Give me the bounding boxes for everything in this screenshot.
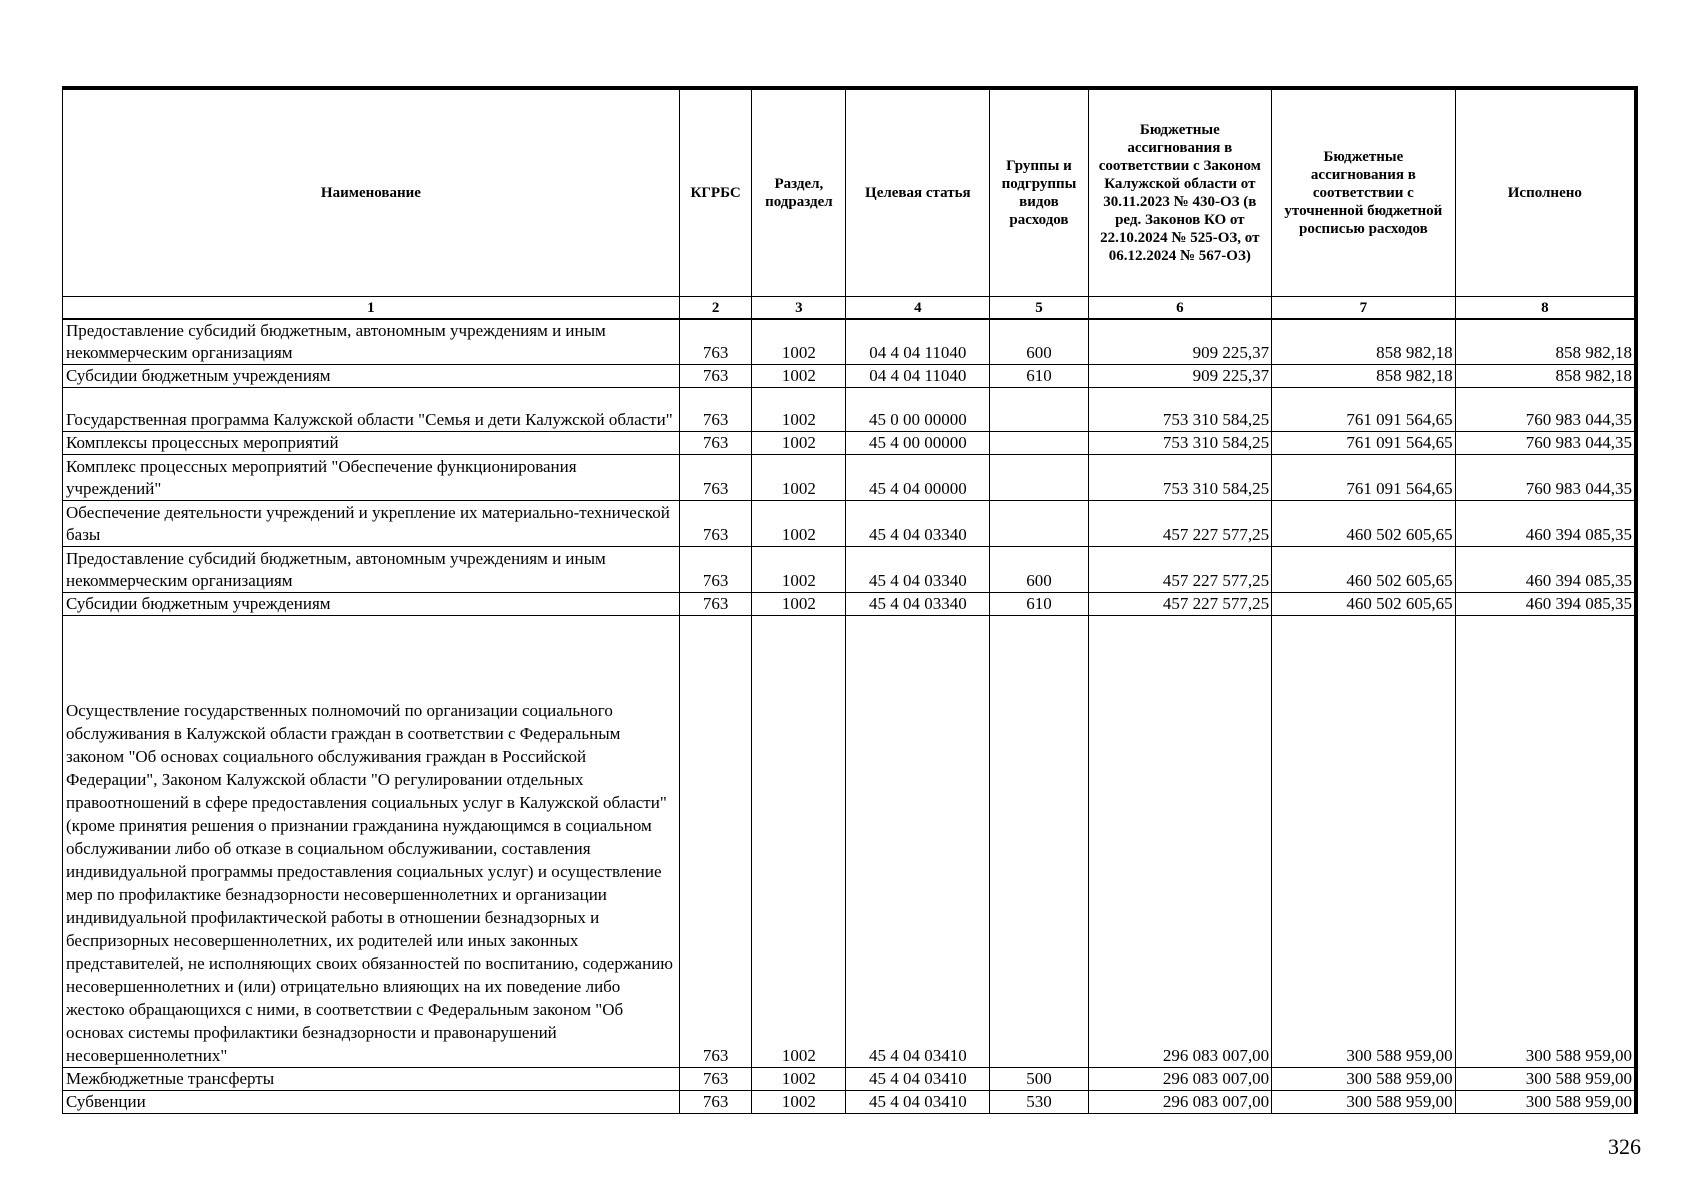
row-done-amount: 760 983 044,35 (1455, 432, 1634, 455)
budget-execution-table (62, 89, 1635, 1114)
row-name: Предоставление субсидий бюджетным, автономным учреждениям и иным некоммерческим организациям (63, 319, 680, 365)
header-section: Раздел, подраздел (752, 90, 846, 297)
row-section: 1002 (752, 1068, 846, 1091)
table-row (63, 1091, 1635, 1114)
table-row (63, 547, 1635, 593)
row-done-amount: 460 394 085,35 (1455, 547, 1634, 593)
row-group: 600 (990, 547, 1088, 593)
row-name: Субсидии бюджетным учреждениям (63, 365, 680, 388)
column-number: 4 (846, 297, 990, 320)
header-name: Наименование (63, 90, 680, 297)
row-group (990, 388, 1088, 432)
row-group: 500 (990, 1068, 1088, 1091)
row-name: Межбюджетные трансферты (63, 1068, 680, 1091)
column-number: 8 (1455, 297, 1634, 320)
row-section: 1002 (752, 593, 846, 616)
row-done-amount: 300 588 959,00 (1455, 616, 1634, 1068)
row-name: Осуществление государственных полномочий по организации социального обслуживания в Калужской области граждан в соответствии с Федеральным законом "Об основах социального обслуживания граждан в Российской Федерации", Законом Калужской области "О регулировании отдельных правоотношений в сфере предоставления социальных услуг в Калужской области" (кроме принятия решения о признании гражданина нуждающимся в социальном обслуживании либо об отказе в социальном обслуживании, составления индивидуальной программы предоставления социальных услуг) и осуществление мер по профилактике безнадзорности несовершеннолетних и организации индивидуальной профилактической работы в отношении безнадзорных и беспризорных несовершеннолетних, их родителей или иных законных представителей, не исполняющих своих обязанностей по воспитанию, содержанию несовершеннолетних и (или) отрицательно влияющих на их поведение либо жестоко обращающихся с ними, в соответствии с Федеральным законом "Об основах системы профилактики безнадзорности и правонарушений несовершеннолетних" (63, 616, 680, 1068)
row-section: 1002 (752, 388, 846, 432)
table-row (63, 365, 1635, 388)
row-kgrbs: 763 (679, 547, 752, 593)
row-section: 1002 (752, 319, 846, 365)
row-plan-amount: 858 982,18 (1272, 365, 1456, 388)
column-number: 2 (679, 297, 752, 320)
row-kgrbs: 763 (679, 365, 752, 388)
header-law-assignments: Бюджетные ассигнования в соответствии с Законом Калужской области от 30.11.2023 № 430-ОЗ (в ред. Законов КО от 22.10.2024 № 525-ОЗ, от 06.12.2024 № 567-ОЗ) (1088, 90, 1272, 297)
row-target: 45 4 04 03410 (846, 616, 990, 1068)
row-plan-amount: 761 091 564,65 (1272, 388, 1456, 432)
row-group (990, 455, 1088, 501)
row-law-amount: 296 083 007,00 (1088, 1091, 1272, 1114)
column-number: 6 (1088, 297, 1272, 320)
row-law-amount: 753 310 584,25 (1088, 432, 1272, 455)
row-target: 45 4 04 03340 (846, 501, 990, 547)
row-plan-amount: 761 091 564,65 (1272, 455, 1456, 501)
row-name: Комплекс процессных мероприятий "Обеспечение функционирования учреждений" (63, 455, 680, 501)
row-kgrbs: 763 (679, 593, 752, 616)
row-section: 1002 (752, 1091, 846, 1114)
row-plan-amount: 300 588 959,00 (1272, 616, 1456, 1068)
row-name: Комплексы процессных мероприятий (63, 432, 680, 455)
row-kgrbs: 763 (679, 455, 752, 501)
header-kgrbs: КГРБС (679, 90, 752, 297)
table-header-row (63, 90, 1635, 297)
row-name: Обеспечение деятельности учреждений и укрепление их материально-технической базы (63, 501, 680, 547)
row-plan-amount: 761 091 564,65 (1272, 432, 1456, 455)
row-plan-amount: 460 502 605,65 (1272, 501, 1456, 547)
row-kgrbs: 763 (679, 1091, 752, 1114)
table-row (63, 455, 1635, 501)
row-law-amount: 457 227 577,25 (1088, 547, 1272, 593)
row-group: 600 (990, 319, 1088, 365)
row-target: 45 0 00 00000 (846, 388, 990, 432)
header-plan-assignments: Бюджетные ассигнования в соответствии с уточненной бюджетной росписью расходов (1272, 90, 1456, 297)
row-done-amount: 858 982,18 (1455, 319, 1634, 365)
row-group (990, 616, 1088, 1068)
row-kgrbs: 763 (679, 1068, 752, 1091)
row-law-amount: 753 310 584,25 (1088, 455, 1272, 501)
table-row (63, 388, 1635, 432)
row-plan-amount: 460 502 605,65 (1272, 593, 1456, 616)
row-section: 1002 (752, 455, 846, 501)
row-group (990, 501, 1088, 547)
row-target: 45 4 04 03410 (846, 1091, 990, 1114)
row-name: Государственная программа Калужской области "Семья и дети Калужской области" (63, 388, 680, 432)
row-section: 1002 (752, 501, 846, 547)
row-done-amount: 760 983 044,35 (1455, 388, 1634, 432)
column-number: 1 (63, 297, 680, 320)
row-kgrbs: 763 (679, 388, 752, 432)
row-section: 1002 (752, 616, 846, 1068)
row-name: Предоставление субсидий бюджетным, автономным учреждениям и иным некоммерческим организациям (63, 547, 680, 593)
row-name: Субсидии бюджетным учреждениям (63, 593, 680, 616)
row-target: 45 4 04 03340 (846, 593, 990, 616)
row-group: 610 (990, 365, 1088, 388)
row-kgrbs: 763 (679, 616, 752, 1068)
column-number: 3 (752, 297, 846, 320)
row-law-amount: 296 083 007,00 (1088, 1068, 1272, 1091)
row-law-amount: 909 225,37 (1088, 365, 1272, 388)
table-row (63, 501, 1635, 547)
column-number-row (63, 297, 1635, 320)
row-target: 45 4 04 00000 (846, 455, 990, 501)
column-number: 7 (1272, 297, 1456, 320)
row-kgrbs: 763 (679, 501, 752, 547)
table-row (63, 616, 1635, 1068)
row-plan-amount: 300 588 959,00 (1272, 1091, 1456, 1114)
row-done-amount: 300 588 959,00 (1455, 1091, 1634, 1114)
table-row (63, 319, 1635, 365)
row-law-amount: 909 225,37 (1088, 319, 1272, 365)
header-executed: Исполнено (1455, 90, 1634, 297)
row-done-amount: 460 394 085,35 (1455, 501, 1634, 547)
row-group (990, 432, 1088, 455)
row-group: 610 (990, 593, 1088, 616)
row-law-amount: 457 227 577,25 (1088, 593, 1272, 616)
row-law-amount: 296 083 007,00 (1088, 616, 1272, 1068)
row-target: 45 4 04 03340 (846, 547, 990, 593)
row-target: 45 4 04 03410 (846, 1068, 990, 1091)
row-law-amount: 457 227 577,25 (1088, 501, 1272, 547)
row-target: 04 4 04 11040 (846, 365, 990, 388)
row-kgrbs: 763 (679, 319, 752, 365)
row-name: Субвенции (63, 1091, 680, 1114)
row-plan-amount: 300 588 959,00 (1272, 1068, 1456, 1091)
budget-table-frame (62, 86, 1638, 1114)
row-section: 1002 (752, 547, 846, 593)
row-law-amount: 753 310 584,25 (1088, 388, 1272, 432)
row-done-amount: 300 588 959,00 (1455, 1068, 1634, 1091)
row-done-amount: 460 394 085,35 (1455, 593, 1634, 616)
header-group: Группы и подгруппы видов расходов (990, 90, 1088, 297)
row-section: 1002 (752, 432, 846, 455)
table-row (63, 1068, 1635, 1091)
row-kgrbs: 763 (679, 432, 752, 455)
row-done-amount: 760 983 044,35 (1455, 455, 1634, 501)
row-target: 45 4 00 00000 (846, 432, 990, 455)
table-row (63, 432, 1635, 455)
row-section: 1002 (752, 365, 846, 388)
column-number: 5 (990, 297, 1088, 320)
row-plan-amount: 858 982,18 (1272, 319, 1456, 365)
row-done-amount: 858 982,18 (1455, 365, 1634, 388)
row-target: 04 4 04 11040 (846, 319, 990, 365)
row-plan-amount: 460 502 605,65 (1272, 547, 1456, 593)
header-target: Целевая статья (846, 90, 990, 297)
row-group: 530 (990, 1091, 1088, 1114)
table-row (63, 593, 1635, 616)
page-number: 326 (1608, 1134, 1641, 1159)
